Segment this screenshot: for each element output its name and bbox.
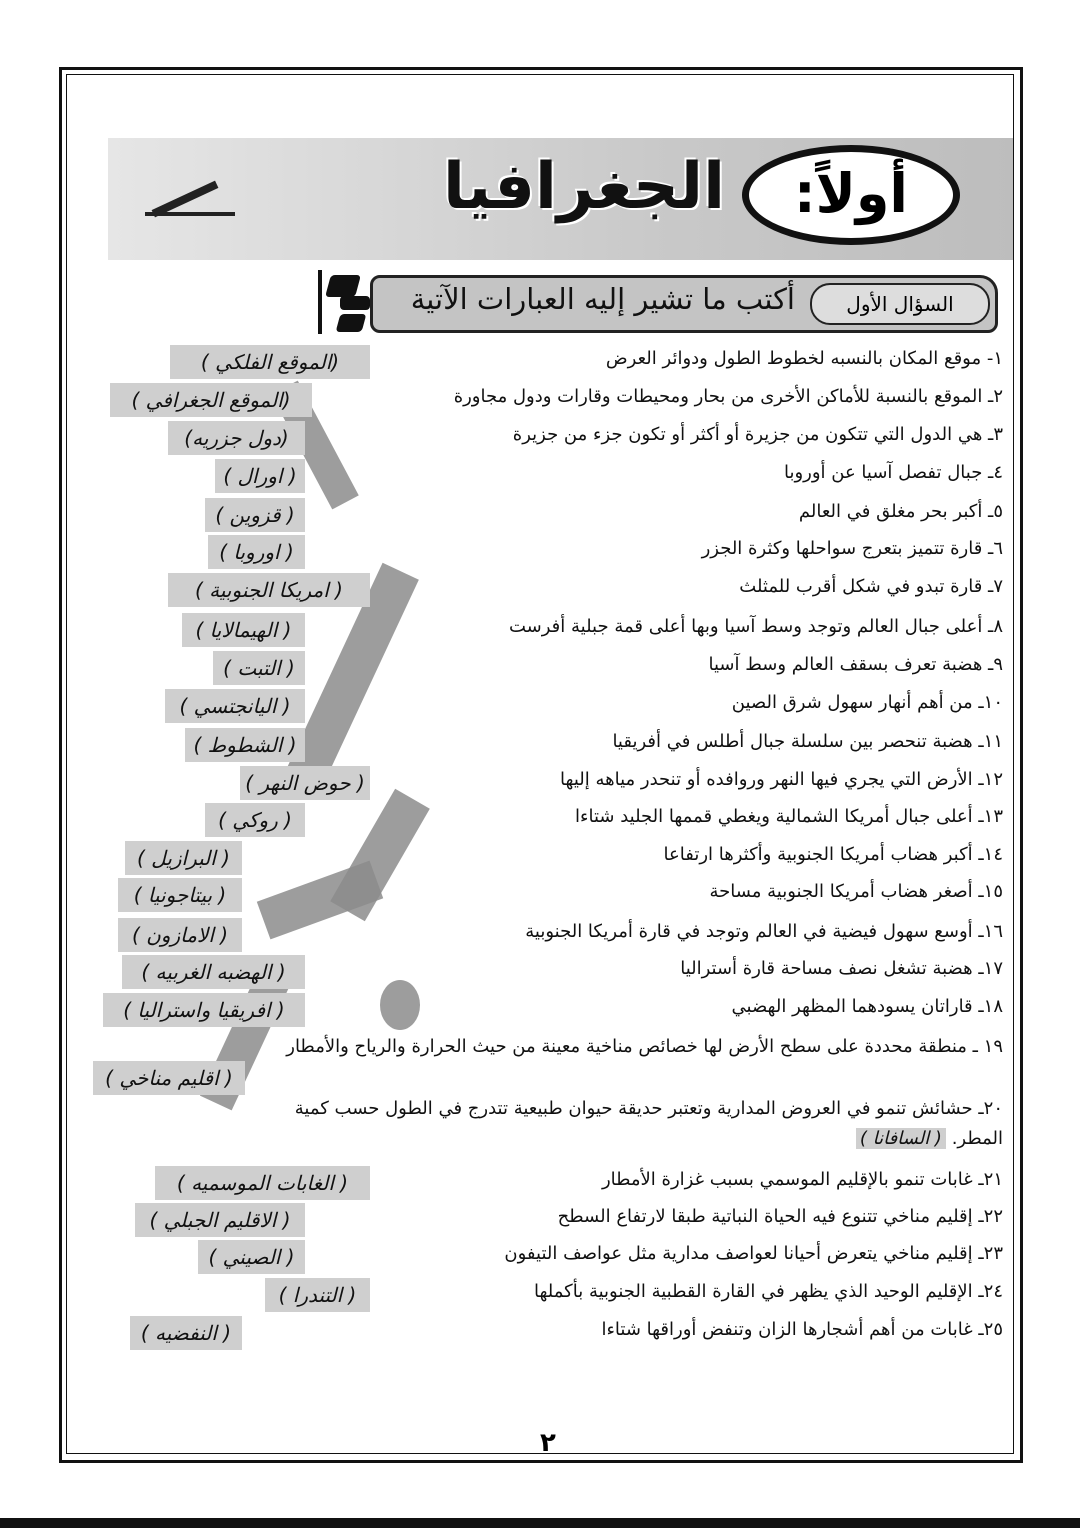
question-text: ١٧ـ هضبة تشغل نصف مساحة قارة أستراليا bbox=[680, 958, 1003, 979]
question-item bbox=[534, 1281, 1003, 1302]
answer: ( اوروبا ) bbox=[208, 535, 305, 569]
question-bar-decoration bbox=[318, 270, 322, 334]
answer: ( روكي ) bbox=[205, 803, 305, 837]
question-item bbox=[664, 844, 1003, 865]
question-item-continued bbox=[856, 1128, 1003, 1149]
answer: ( السافانا ) bbox=[856, 1128, 946, 1149]
banner-decoration bbox=[145, 212, 235, 216]
question-text: ١١ـ هضبة تنحصر بين سلسلة جبال أطلس في أفريقيا bbox=[612, 731, 1003, 752]
question-text: ١- موقع المكان بالنسبه لخطوط الطول ودوائر العرض bbox=[605, 348, 1003, 369]
question-item bbox=[612, 731, 1003, 752]
question-item bbox=[732, 692, 1003, 713]
question-item bbox=[784, 462, 1003, 483]
question-text: ١٦ـ أوسع سهول فيضية في العالم وتوجد في قارة أمريكا الجنوبية bbox=[525, 921, 1003, 942]
question-item bbox=[575, 806, 1003, 827]
question-text: ١٤ـ أكبر هضاب أمريكا الجنوبية وأكثرها ارتفاعا bbox=[663, 844, 1003, 865]
question-item bbox=[504, 1243, 1003, 1264]
question-item bbox=[799, 501, 1003, 522]
question-item bbox=[680, 958, 1003, 979]
answer: ( قزوين ) bbox=[205, 498, 305, 532]
question-text: ٢ـ الموقع بالنسبة للأماكن الأخرى من بحار ومحيطات وقارات ودول مجاورة bbox=[453, 386, 1003, 407]
question-text: ١٨ـ قاراتان يسودهما المظهر الهضبي bbox=[731, 996, 1003, 1017]
answer: ( النفضيه ) bbox=[130, 1316, 242, 1350]
question-item bbox=[454, 386, 1003, 407]
question-item bbox=[709, 881, 1003, 902]
question-text: المطر. bbox=[951, 1128, 1003, 1149]
answer: ( الغابات الموسميه ) bbox=[155, 1166, 370, 1200]
question-text: ٦ـ قارة تتميز بتعرج سواحلها وكثرة الجزر bbox=[701, 538, 1003, 559]
question-item bbox=[708, 654, 1003, 675]
question-text: ١٥ـ أصغر هضاب أمريكا الجنوبية مساحة bbox=[709, 881, 1003, 902]
question-item bbox=[702, 538, 1003, 559]
question-text: ٢٢ـ إقليم مناخي تتنوع فيه الحياة النباتية طبقا لارتفاع السطح bbox=[557, 1206, 1003, 1227]
question-bar-decoration bbox=[325, 275, 361, 297]
question-item bbox=[560, 769, 1003, 790]
question-text: ٢٣ـ إقليم مناخي يتعرض أحيانا لعواصف مدارية مثل عواصف التيفون bbox=[504, 1243, 1003, 1264]
question-text: ٢٤ـ الإقليم الوحيد الذي يظهر في القارة القطبية الجنوبية بأكملها bbox=[534, 1281, 1003, 1302]
answer: ( اقليم مناخي ) bbox=[93, 1061, 245, 1095]
question-item bbox=[295, 1098, 1003, 1119]
question-text: ٢٠ـ حشائش تنمو في العروض المدارية وتعتبر حديقة حيوان طبيعية تتدرج في الطول حسب كمية bbox=[294, 1098, 1003, 1119]
question-bar-decoration bbox=[336, 314, 367, 332]
answer: ( امريكا الجنوبية ) bbox=[168, 573, 370, 607]
question-text: ٢٥ـ غابات من أهم أشجارها الزان وتنفض أوراقها شتاءا bbox=[601, 1319, 1003, 1340]
question-text: ٨ـ أعلى جبال العالم وتوجد وسط آسيا وبها أعلى قمة جبلية أفرست bbox=[508, 616, 1003, 637]
question-title: أكتب ما تشير إليه العبارات الآتية bbox=[410, 282, 795, 316]
subject-title: الجغرافيا bbox=[442, 150, 725, 224]
answer: ( اورال ) bbox=[215, 459, 305, 493]
question-text: ٥ـ أكبر بحر مغلق في العالم bbox=[798, 501, 1003, 522]
answer: ( بيتاجونيا ) bbox=[118, 878, 242, 912]
question-text: ٢١ـ غابات تنمو بالإقليم الموسمي بسبب غزارة الأمطار bbox=[601, 1169, 1003, 1190]
question-number-label: السؤال الأول bbox=[810, 283, 990, 325]
answer: ( الاقليم الجبلي ) bbox=[135, 1203, 305, 1237]
bottom-edge bbox=[0, 1518, 1080, 1528]
answer: (الموقع الفلكي ) bbox=[170, 345, 370, 379]
question-item bbox=[513, 424, 1003, 445]
answer: ( التبت ) bbox=[213, 651, 305, 685]
answer: ( البرازيل ) bbox=[125, 841, 242, 875]
page-number: ٢ bbox=[540, 1428, 556, 1458]
answer: (الموقع الجغرافي ) bbox=[110, 383, 312, 417]
question-text: ١٢ـ الأرض التي يجري فيها النهر وروافده أو تنحدر مياهه إليها bbox=[560, 769, 1003, 790]
answer: ( حوض النهر ) bbox=[240, 766, 370, 800]
answer: ( الهيمالايا ) bbox=[182, 613, 305, 647]
question-text: ١٣ـ أعلى جبال أمريكا الشمالية ويغطي قممها الجليد شتاءا bbox=[575, 806, 1003, 827]
question-item bbox=[286, 1036, 1003, 1057]
question-item bbox=[606, 348, 1003, 369]
question-text: ٧ـ قارة تبدو في شكل أقرب للمثلث bbox=[739, 576, 1003, 597]
answer: ( الهضبه الغربيه ) bbox=[122, 955, 305, 989]
question-text: ٣ـ هي الدول التي تتكون من جزيرة أو أكثر أو تكون جزء من جزيرة bbox=[512, 424, 1003, 445]
answer: ( الشطوط ) bbox=[185, 728, 305, 762]
question-bar-decoration bbox=[340, 296, 370, 310]
question-item bbox=[732, 996, 1003, 1017]
question-item bbox=[509, 616, 1003, 637]
answer: (دول جزريه) bbox=[168, 421, 305, 455]
question-item bbox=[739, 576, 1003, 597]
answer: ( الصيني ) bbox=[198, 1240, 305, 1274]
question-text: ٩ـ هضبة تعرف بسقف العالم وسط آسيا bbox=[708, 654, 1003, 675]
part-label: أولاً: bbox=[794, 162, 908, 225]
part-label-oval bbox=[742, 145, 960, 245]
question-item bbox=[525, 921, 1003, 942]
watermark bbox=[380, 980, 420, 1030]
question-text: ٤ـ جبال تفصل آسيا عن أوروبا bbox=[783, 462, 1003, 483]
answer: ( افريقيا واستراليا ) bbox=[103, 993, 305, 1027]
answer: ( التندرا ) bbox=[265, 1278, 370, 1312]
answer: ( اليانجتسي ) bbox=[165, 689, 305, 723]
question-item bbox=[601, 1319, 1003, 1340]
question-item bbox=[558, 1206, 1003, 1227]
question-text: ١٩ ـ منطقة محددة على سطح الأرض لها خصائص مناخية معينة من حيث الحرارة والرياح والأمطار bbox=[286, 1036, 1003, 1057]
answer: ( الامازون ) bbox=[118, 918, 242, 952]
question-item bbox=[602, 1169, 1003, 1190]
question-text: ١٠ـ من أهم أنهار سهول شرق الصين bbox=[731, 692, 1003, 713]
